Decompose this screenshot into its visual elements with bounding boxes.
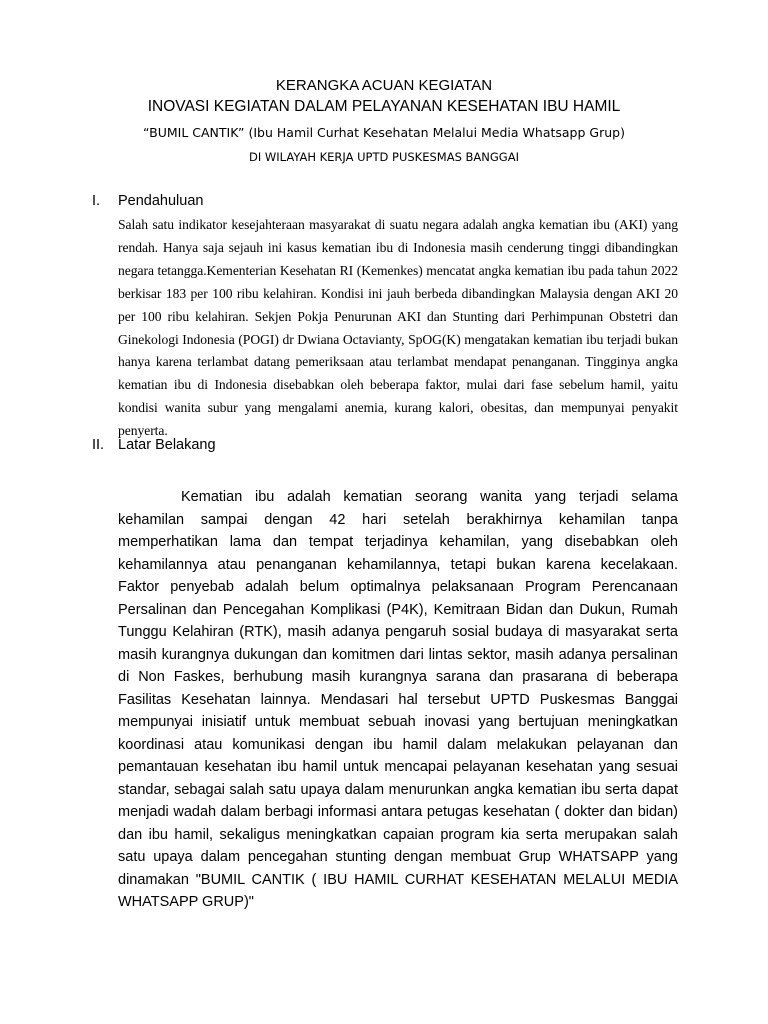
document-title: KERANGKA ACUAN KEGIATAN: [275, 77, 493, 94]
section-number-2: II.: [92, 437, 105, 453]
section-body-latar-belakang: Kematian ibu adalah kematian seorang wanita yang terjadi selama kehamilan sampai dengan 42 hari setelah berakhirnya kehamilan tanpa memperhatikan lama dan tempat terjadinya kehamilan, yang disebabkan oleh kehamilannya atau penanganan kehamilannya, tetapi bukan karena kecelakaan. Faktor penyebab adalah belum optimalnya pelaksanaan Program Perencanaan Persalinan dan Pencegahan Komplikasi (P4K), Kemitraan Bidan dan Dukun, Rumah Tunggu Kelahiran (RTK), masih adanya pengaruh sosial budaya di masyarakat serta masih kurangnya dukungan dan komitmen dari lintas sektor, masih adanya persalinan di Non Faskes, berhubung masih kurangnya sarana dan prasarana di beberapa Fasilitas Kesehatan lainnya. Mendasari hal tersebut UPTD Puskesmas Banggai mempunyai inisiatif untuk membuat sebuah inovasi yang bertujuan meningkatkan koordinasi atau komunikasi dengan ibu hamil dalam melakukan pelayanan dan pemantauan kesehatan ibu hamil untuk mencapai pelayanan kesehatan yang sesuai standar, sebagai salah satu upaya dalam menurunkan angka kematian ibu serta dapat menjadi wadah dalam berbagi informasi antara petugas kesehatan ( dokter dan bidan) dan ibu hamil, sekaligus meningkatkan capaian program kia serta merupakan salah satu upaya dalam pencegahan stunting dengan membuat Grup WHATSAPP yang dinamakan "BUMIL CANTIK ( IBU HAMIL CURHAT KESEHATAN MELALUI MEDIA WHATSAPP GRUP)": [118, 489, 678, 910]
section-number-1: I.: [92, 193, 101, 209]
program-name: “BUMIL CANTIK” (Ibu Hamil Curhat Kesehatan Melalui Media Whatsapp Grup): [143, 125, 625, 140]
work-area: DI WILAYAH KERJA UPTD PUSKESMAS BANGGAI: [249, 150, 519, 164]
document-subtitle: INOVASI KEGIATAN DALAM PELAYANAN KESEHATAN IBU HAMIL: [147, 98, 621, 115]
section-title-latar-belakang: Latar Belakang: [118, 437, 216, 453]
section-title-pendahuluan: Pendahuluan: [118, 193, 204, 209]
section-body-pendahuluan: Salah satu indikator kesejahteraan masyarakat di suatu negara adalah angka kematian ibu (AKI) yang rendah. Hanya saja sejauh ini kasus kematian ibu di Indonesia masih cenderung tinggi dibandingkan negara tetangga.Kementerian Kesehatan RI (Kemenkes) mencatat angka kematian ibu pada tahun 2022 berkisar 183 per 100 ribu kelahiran. Kondisi ini jauh berbeda dibandingkan Malaysia dengan AKI 20 per 100 ribu kelahiran. Sekjen Pokja Penurunan AKI dan Stunting dari Perhimpunan Obstetri dan Ginekologi Indonesia (POGI) dr Dwiana Octavianty, SpOG(K) mengatakan kematian ibu terjadi bukan hanya karena terlambat datang pemeriksaan atau terlambat mendapat penanganan. Tingginya angka kematian ibu di Indonesia disebabkan oleh beberapa faktor, mulai dari fase sebelum hamil, yaitu kondisi wanita subur yang mengalami anemia, kurang kalori, obesitas, dan mempunyai penyakit penyerta.: [118, 217, 678, 439]
